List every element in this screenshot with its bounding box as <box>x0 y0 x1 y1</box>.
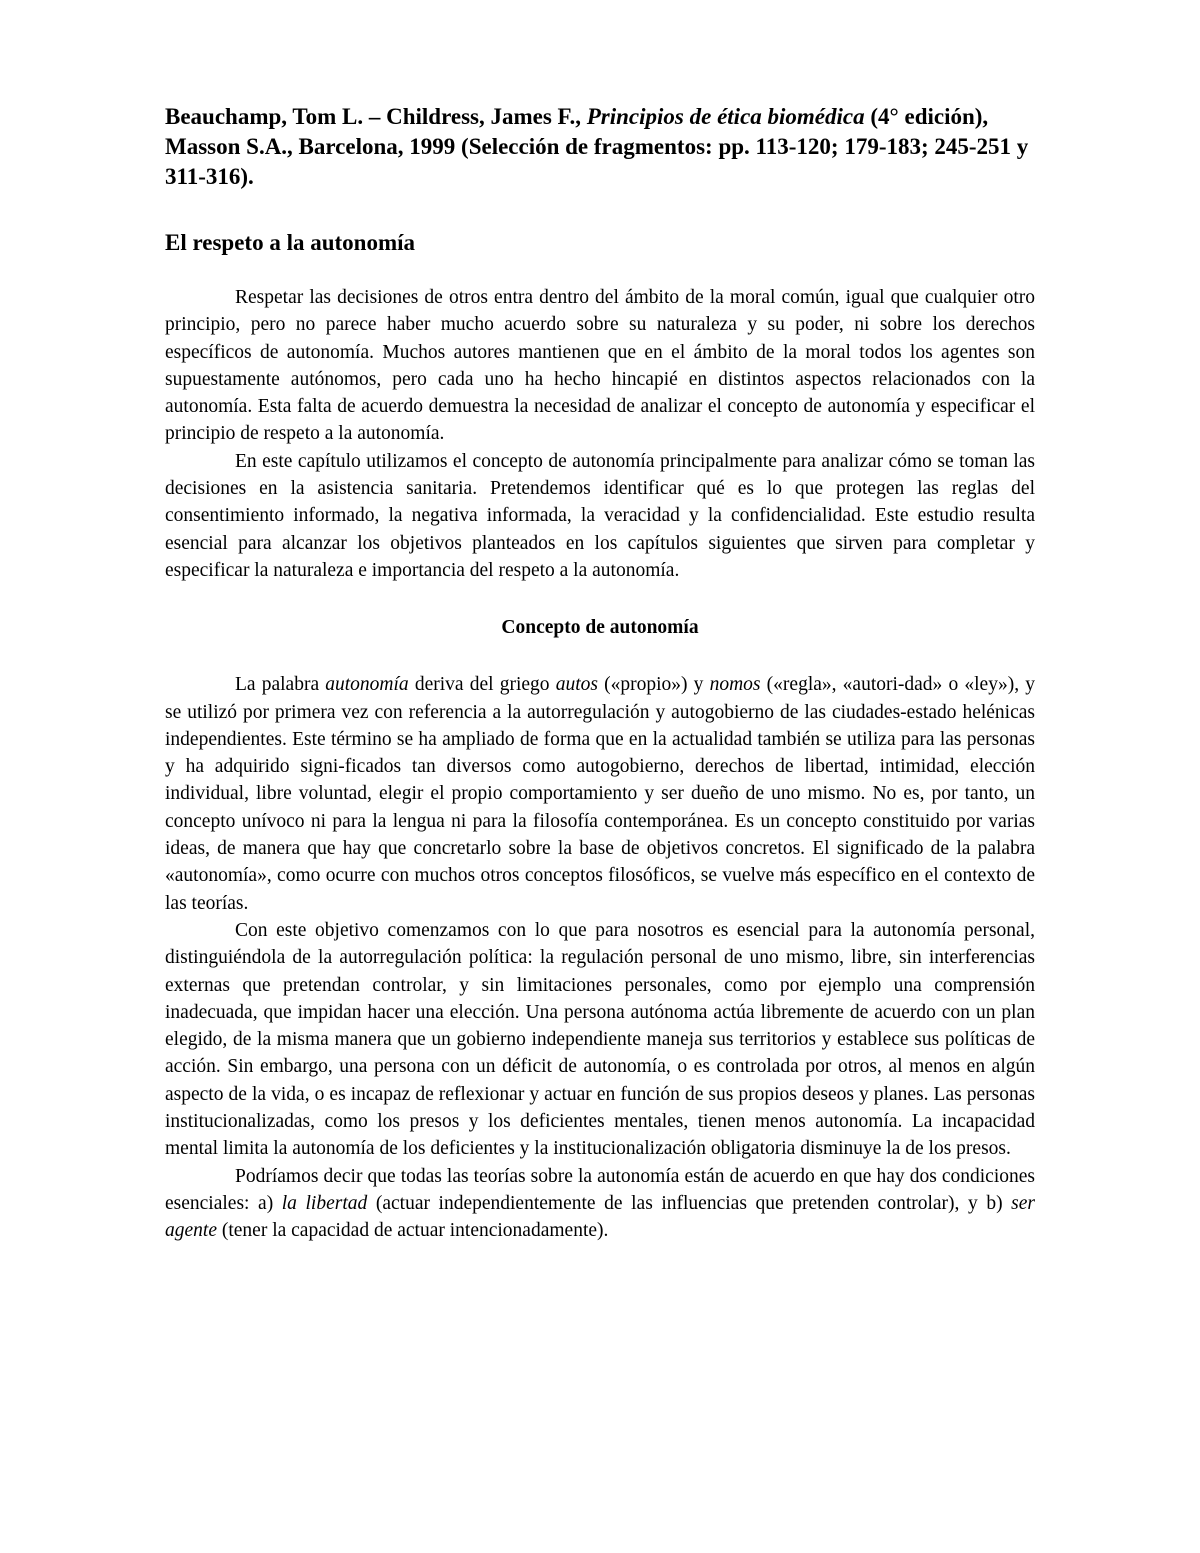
citation-book-title: Principios de ética biomédica <box>586 104 865 129</box>
bibliographic-citation <box>165 102 1035 192</box>
text-run: («propio») y <box>597 674 710 696</box>
section-title: El respeto a la autonomía <box>165 230 416 255</box>
paragraph-5 <box>165 1163 1035 1245</box>
italic-term: ser agente <box>165 1192 1035 1242</box>
text-run: Podríamos decir que todas las teorías sobre la autonomía están de acuerdo en que hay dos condiciones esenciales: a) <box>165 1165 1035 1214</box>
document-page <box>165 102 1035 1522</box>
paragraph-3 <box>165 671 1035 917</box>
citation-details: (4° edición), Masson S.A., Barcelona, 1999 (Selección de fragmentos: pp. 113-120; 179-183; 245-251 y 311-316). <box>165 104 1029 189</box>
citation-authors: Beauchamp, Tom L. – Childress, James F., <box>165 104 587 129</box>
paragraph-2: En este capítulo utilizamos el concepto de autonomía principalmente para analizar cómo se toman las decisiones en la asistencia sanitaria. Pretendemos identificar qué es lo que protegen las reglas del consentimiento informado, la negativa informada, la veracidad y la confidencialidad. Este estudio resulta esencial para alcanzar los objetivos planteados en los capítulos siguientes que sirven para completar y especificar la naturaleza e importancia del respeto a la autonomía. <box>165 450 1035 581</box>
italic-term: autonomía <box>325 674 409 696</box>
paragraph-1: Respetar las decisiones de otros entra dentro del ámbito de la moral común, igual que cualquier otro principio, pero no parece haber mucho acuerdo sobre su naturaleza y su poder, ni sobre los derechos específicos de autonomía. Muchos autores mantienen que en el ámbito de la moral todos los agentes son supuestamente autónomos, pero cada uno ha hecho hincapié en distintos aspectos relacionados con la autonomía. Esta falta de acuerdo demuestra la necesidad de analizar el concepto de autonomía y especificar el principio de respeto a la autonomía. <box>165 287 1035 445</box>
subsection-title: Concepto de autonomía <box>501 617 699 639</box>
italic-term: la libertad <box>281 1192 368 1214</box>
text-run: (actuar independientemente de las influencias que pretenden controlar), y b) <box>367 1192 1012 1214</box>
text-run: (tener la capacidad de actuar intencionadamente). <box>216 1220 609 1242</box>
text-run: deriva del griego <box>408 674 556 696</box>
italic-term: autos <box>555 674 598 696</box>
paragraph-4: Con este objetivo comenzamos con lo que para nosotros es esencial para la autonomía personal, distinguiéndola de la autorregulación política: la regulación personal de uno mismo, libre, sin interferencias externas que pretendan controlar, y sin limitaciones personales, como por ejemplo una comprensión inadecuada, que impidan hacer una elección. Una persona autónoma actúa libremente de acuerdo con un plan elegido, de la misma manera que un gobierno independiente maneja sus territorios y establece sus políticas de acción. Sin embargo, una persona con un déficit de autonomía, o es controlada por otros, al menos en algún aspecto de la vida, o es incapaz de reflexionar y actuar en función de sus propios deseos y planes. Las personas institucionalizadas, como los presos y los deficientes mentales, tienen menos autonomía. La incapacidad mental limita la autonomía de los deficientes y la institucionalización obligatoria disminuye la de los presos. <box>165 919 1035 1160</box>
text-run: («regla», «autori-dad» o «ley»), y se utilizó por primera vez con referencia a la autorregulación y autogobierno de las ciudades-estado helénicas independientes. Este término se ha ampliado de forma que en la actualidad también se utiliza para las personas y ha adquirido signi-ficados tan diversos como autogobierno, derechos de libertad, intimidad, elección individual, libre voluntad, elegir el propio comportamiento y ser dueño de uno mismo. No es, por tanto, un concepto unívoco ni para la lengua ni para la filosofía contemporánea. Es un concepto constituido por varias ideas, de manera que hay que concretarlo sobre la base de objetivos concretos. El significado de la palabra «autonomía», como ocurre con muchos otros conceptos filosóficos, se vuelve más específico en el contexto de las teorías. <box>165 674 1035 914</box>
italic-term: nomos <box>709 674 761 696</box>
text-run: La palabra <box>235 674 326 696</box>
